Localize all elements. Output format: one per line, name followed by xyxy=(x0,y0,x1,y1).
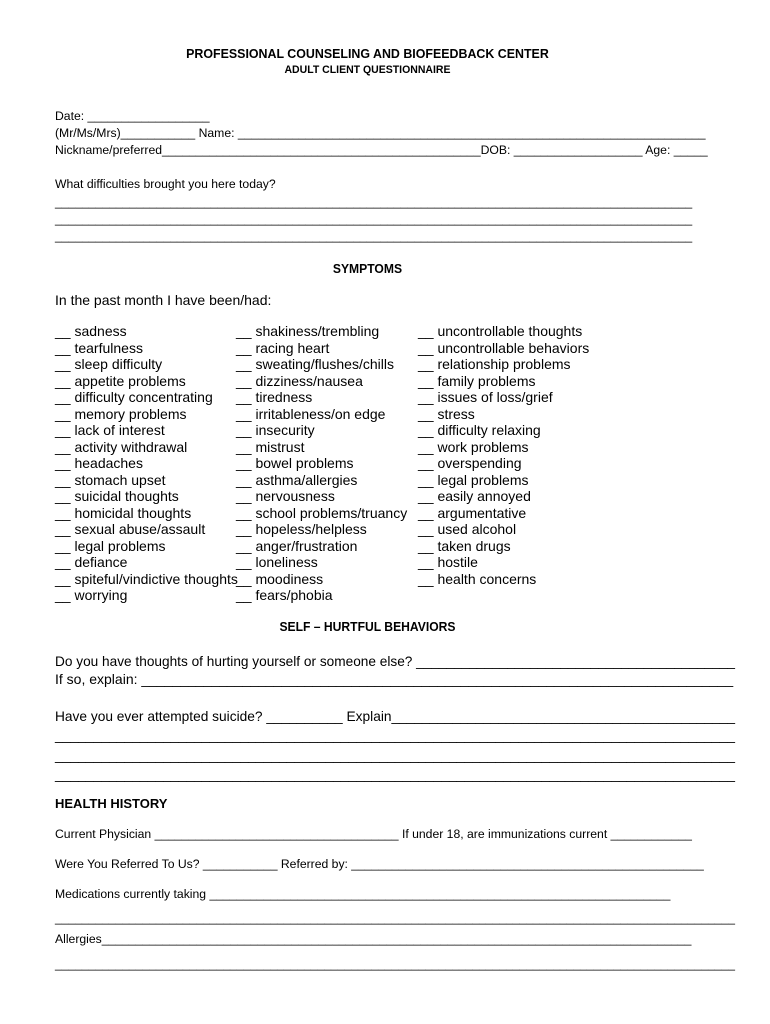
symptom-item[interactable]: __ headaches xyxy=(55,455,143,471)
suicide-explain-line-3[interactable]: ________________________________________________________________________________________ xyxy=(55,766,735,782)
hurting-explain-field[interactable]: If so, explain: ____________________________________________________________________________ xyxy=(55,671,734,687)
difficulties-line-3[interactable]: ______________________________________________________________________________________________ xyxy=(55,229,693,243)
symptom-item[interactable]: __ insecurity xyxy=(236,422,315,438)
date-field[interactable]: Date: __________________ xyxy=(55,109,210,123)
symptoms-column-1 xyxy=(55,323,238,604)
symptom-item[interactable]: __ homicidal thoughts xyxy=(55,504,192,521)
symptom-item[interactable]: __ difficulty relaxing xyxy=(418,422,541,438)
symptom-item[interactable]: __ sweating/flushes/chills xyxy=(236,356,394,372)
symptom-item[interactable]: __ irritableness/on edge xyxy=(236,405,386,422)
symptom-item[interactable]: __ overspending xyxy=(418,455,522,471)
suicide-explain-line-1[interactable]: ________________________________________________________________________________________ xyxy=(55,727,735,743)
symptom-item[interactable]: __ health concerns xyxy=(418,570,537,587)
symptoms-heading: SYMPTOMS xyxy=(332,261,403,276)
symptom-item[interactable]: __ sexual abuse/assault xyxy=(55,521,206,537)
symptom-item[interactable]: __ mistrust xyxy=(236,438,305,455)
symptom-item[interactable]: __ taken drugs xyxy=(418,537,511,554)
symptom-item[interactable]: __ uncontrollable thoughts xyxy=(418,323,583,339)
symptom-item[interactable]: __ family problems xyxy=(418,372,536,389)
symptom-item[interactable]: __ stress xyxy=(418,405,475,422)
symptom-item[interactable]: __ argumentative xyxy=(418,504,527,521)
medications-line-2[interactable]: _____________________________________________________________________________________________________ xyxy=(55,911,736,925)
symptoms-column-2 xyxy=(236,323,407,604)
symptom-item[interactable]: __ used alcohol xyxy=(418,521,517,537)
symptom-item[interactable]: __ suicidal thoughts xyxy=(55,488,179,504)
symptom-item[interactable]: __ shakiness/trembling xyxy=(236,323,380,339)
difficulties-question: What difficulties brought you here today? xyxy=(55,177,276,191)
symptom-item[interactable]: __ stomach upset xyxy=(55,471,166,488)
difficulties-line-2[interactable]: ______________________________________________________________________________________________ xyxy=(55,212,693,226)
symptom-item[interactable]: __ nervousness xyxy=(236,488,335,504)
symptom-item[interactable]: __ work problems xyxy=(418,438,529,455)
suicide-explain-line-2[interactable]: ________________________________________________________________________________________ xyxy=(55,747,735,763)
symptom-item[interactable]: __ hostile xyxy=(418,554,478,570)
symptom-item[interactable]: __ school problems/truancy xyxy=(236,504,408,521)
symptoms-intro: In the past month I have been/had: xyxy=(55,292,272,308)
symptom-item[interactable]: __ defiance xyxy=(55,554,128,570)
symptoms-column-3 xyxy=(418,323,589,587)
nickname-dob-age-field[interactable]: Nickname/preferred_______________________________________________DOB: ___________________ Age: _____ xyxy=(55,143,708,157)
symptom-item[interactable]: __ activity withdrawal xyxy=(55,438,188,455)
symptom-item[interactable]: __ fears/phobia xyxy=(236,587,333,603)
symptom-item[interactable]: __ anger/frustration xyxy=(236,537,358,554)
medications-field[interactable]: Medications currently taking ____________________________________________________________________ xyxy=(55,887,671,901)
symptom-item[interactable]: __ loneliness xyxy=(236,554,318,570)
symptom-item[interactable]: __ legal problems xyxy=(55,537,166,554)
symptom-item[interactable]: __ uncontrollable behaviors xyxy=(418,339,590,356)
symptom-item[interactable]: __ legal problems xyxy=(418,471,529,488)
symptom-item[interactable]: __ memory problems xyxy=(55,405,187,422)
symptom-item[interactable]: __ tiredness xyxy=(236,389,313,405)
symptom-item[interactable]: __ moodiness xyxy=(236,570,324,587)
symptom-item[interactable]: __ spiteful/vindictive thoughts xyxy=(55,570,238,587)
symptom-item[interactable]: __ sadness xyxy=(55,323,127,339)
symptom-item[interactable]: __ difficulty concentrating xyxy=(55,389,213,405)
name-field[interactable]: (Mr/Ms/Mrs)___________ Name: _____________________________________________________________________ xyxy=(55,126,706,140)
symptom-item[interactable]: __ bowel problems xyxy=(236,455,354,471)
symptom-item[interactable]: __ appetite problems xyxy=(55,372,186,389)
form-title: PROFESSIONAL COUNSELING AND BIOFEEDBACK CENTER xyxy=(186,46,549,61)
symptom-item[interactable]: __ racing heart xyxy=(236,339,330,356)
allergies-line-2[interactable]: _____________________________________________________________________________________________________ xyxy=(55,957,736,971)
self-hurt-heading: SELF – HURTFUL BEHAVIORS xyxy=(279,619,456,634)
symptom-item[interactable]: __ hopeless/helpless xyxy=(236,521,367,537)
symptom-item[interactable]: __ easily annoyed xyxy=(418,488,531,504)
symptom-item[interactable]: __ worrying xyxy=(55,587,128,603)
health-history-heading: HEALTH HISTORY xyxy=(55,796,168,811)
physician-field[interactable]: Current Physician ____________________________________ If under 18, are immunizations current ____________ xyxy=(55,827,692,841)
symptom-item[interactable]: __ lack of interest xyxy=(55,422,165,438)
symptom-item[interactable]: __ dizziness/nausea xyxy=(236,372,363,389)
referred-field[interactable]: Were You Referred To Us? ___________ Referred by: ____________________________________________________ xyxy=(55,857,704,871)
difficulties-line-1[interactable]: ______________________________________________________________________________________________ xyxy=(55,195,693,209)
symptom-item[interactable]: __ sleep difficulty xyxy=(55,356,163,372)
symptom-item[interactable]: __ relationship problems xyxy=(418,356,571,372)
suicide-attempt-question[interactable]: Have you ever attempted suicide? __________ Explain_____________________________________________ xyxy=(55,708,736,724)
symptom-item[interactable]: __ tearfulness xyxy=(55,339,143,356)
symptom-item[interactable]: __ asthma/allergies xyxy=(236,471,358,488)
hurting-thoughts-question[interactable]: Do you have thoughts of hurting yourself or someone else? __________________________________________ xyxy=(55,653,736,669)
allergies-field[interactable]: Allergies_______________________________________________________________________________________ xyxy=(55,932,692,946)
form-subtitle: ADULT CLIENT QUESTIONNAIRE xyxy=(284,64,451,76)
symptom-item[interactable]: __ issues of loss/grief xyxy=(418,389,553,405)
